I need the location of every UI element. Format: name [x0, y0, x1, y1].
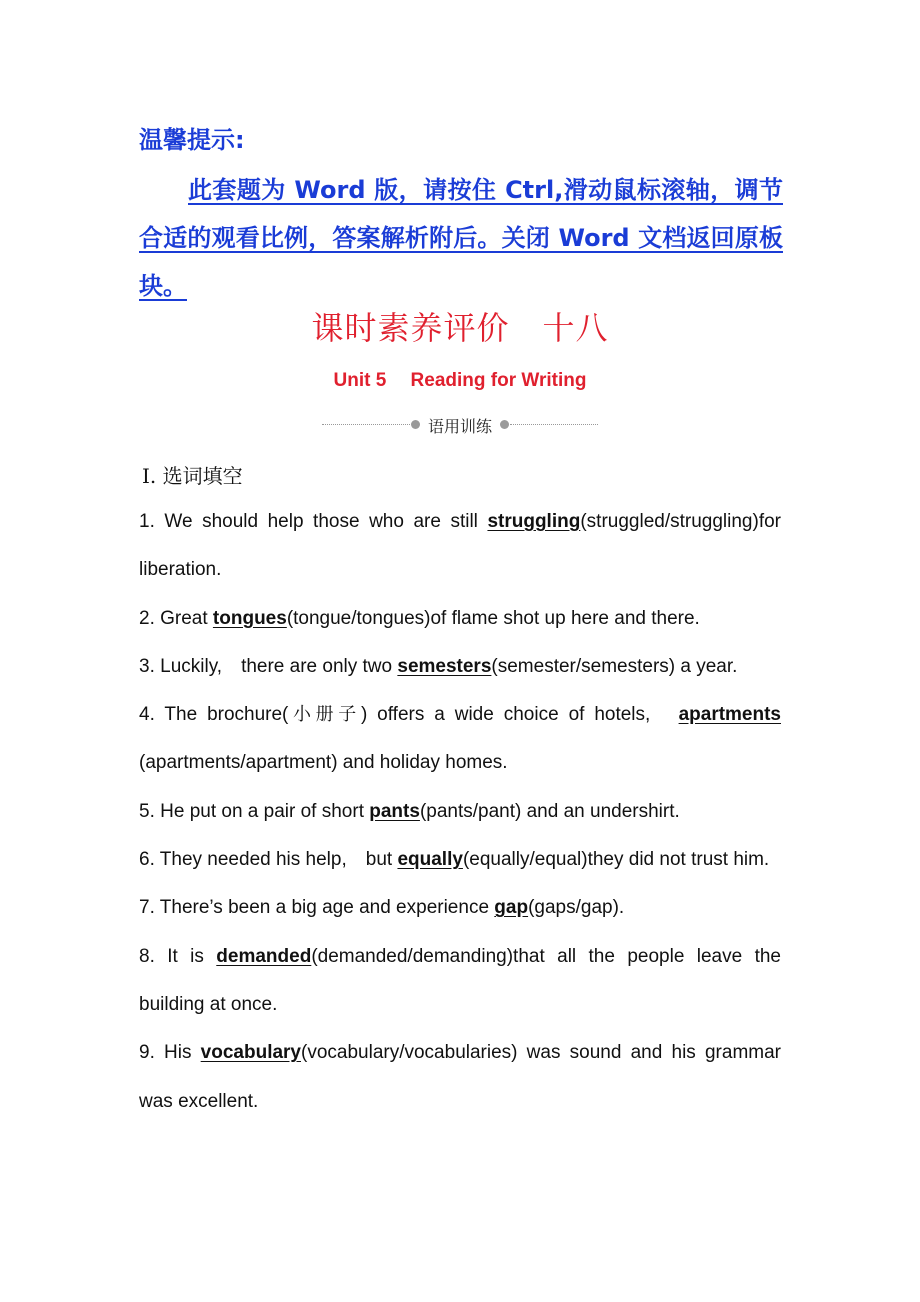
- question-item: 1. We should help those who are still struggling(struggled/struggling)for liberation.: [139, 511, 781, 581]
- answer: equally: [397, 849, 463, 871]
- question-item: 7. There’s been a big age and experience gap(gaps/gap).: [139, 897, 625, 919]
- section-label: 语用训练: [427, 417, 492, 436]
- banner-left-line: [322, 424, 410, 425]
- question-item: 5. He put on a pair of short pants(pants/pant) and an undershirt.: [139, 800, 680, 822]
- section-banner: [322, 412, 598, 438]
- question-item: 2. Great tongues(tongue/tongues)of flame shot up here and there.: [139, 607, 700, 629]
- answer: pants: [369, 800, 420, 822]
- answer: gap: [494, 897, 529, 919]
- page-title: 课时素养评价 十八: [311, 309, 609, 347]
- question-item: 3. Luckily, there are only two semesters(semester/semesters) a year.: [139, 655, 738, 677]
- answer: apartments: [678, 704, 781, 726]
- question-item: 4. The brochure(小册子) offers a wide choice of hotels, apartments (apartments/apartment) and holiday homes.: [139, 704, 781, 774]
- question-item: 8. It is demanded(demanded/demanding)that all the people leave the building at once.: [139, 945, 781, 1015]
- unit-subtitle: Unit 5 Reading for Writing: [333, 370, 587, 391]
- part-heading: Ⅰ. 选词填空: [142, 464, 243, 488]
- answer: tongues: [212, 607, 287, 629]
- chinese-gloss: 小册子: [288, 704, 361, 726]
- question-item: 6. They needed his help, but equally(equally/equal)they did not trust him.: [139, 849, 770, 871]
- banner-right-line: [510, 424, 598, 425]
- question-list: [139, 498, 781, 1126]
- tip-title: 温馨提示:: [139, 126, 245, 154]
- answer: demanded: [216, 945, 312, 967]
- banner-right-dot-icon: [500, 420, 509, 429]
- banner-left-dot-icon: [411, 420, 420, 429]
- answer: struggling: [487, 511, 581, 532]
- question-item: 9. His vocabulary(vocabulary/vocabularies) was sound and his grammar was excellent.: [139, 1042, 781, 1112]
- answer: vocabulary: [200, 1042, 301, 1064]
- tip-body: [139, 166, 783, 310]
- answer: semesters: [397, 655, 492, 677]
- tip-body-text: 此套题为 Word 版，请按住 Ctrl,滑动鼠标滚轴，调节合适的观看比例，答案解析附后。关闭 Word 文档返回原板块。: [139, 176, 783, 300]
